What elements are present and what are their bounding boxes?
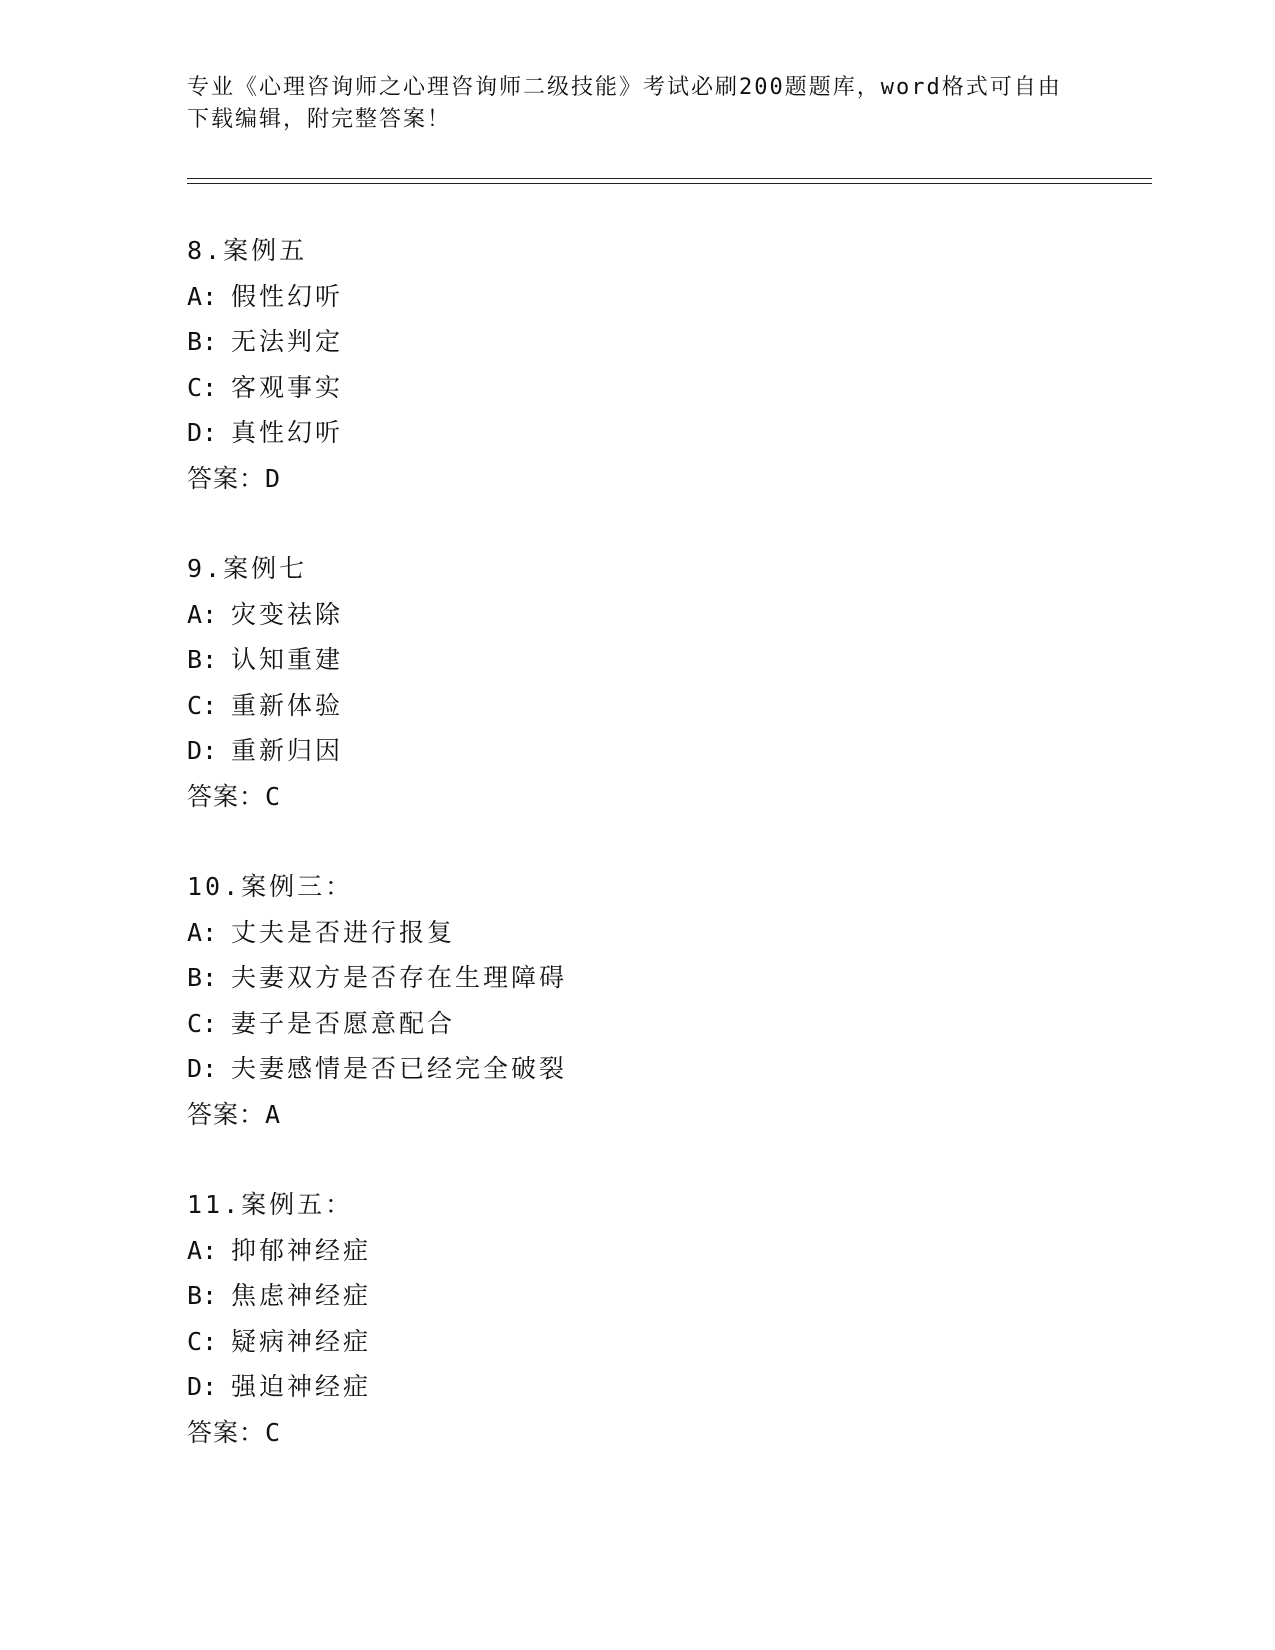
option-text: 无法判定 [231, 327, 344, 356]
question-10 [187, 864, 1087, 1137]
option-letter: C: [187, 1326, 218, 1356]
option-d [187, 728, 1087, 774]
option-letter: B: [187, 327, 218, 356]
option-letter: C: [187, 690, 218, 720]
answer-line [187, 1410, 1087, 1456]
option-text: 焦虑神经症 [231, 1281, 372, 1310]
option-a [187, 1228, 1087, 1274]
option-a [187, 910, 1087, 956]
option-letter: D: [187, 1372, 218, 1401]
answer-value: C [265, 781, 281, 811]
option-letter: D: [187, 1054, 218, 1083]
option-letter: D: [187, 418, 218, 447]
question-9 [187, 546, 1087, 819]
option-letter: A: [187, 917, 218, 947]
option-letter: B: [187, 645, 218, 674]
option-a [187, 274, 1087, 320]
option-d [187, 1046, 1087, 1092]
option-text: 抑郁神经症 [231, 1235, 372, 1265]
question-title: 8.案例五 [187, 236, 308, 265]
option-b [187, 637, 1087, 683]
document-header: 专业《心理咨询师之心理咨询师二级技能》考试必刷200题题库，word格式可自由下载编辑，附完整答案！ [187, 75, 1062, 132]
option-letter: B: [187, 1281, 218, 1310]
option-text: 妻子是否愿意配合 [231, 1008, 456, 1038]
option-text: 强迫神经症 [231, 1372, 372, 1401]
question-8 [187, 228, 1087, 501]
option-text: 认知重建 [231, 645, 344, 674]
answer-label: 答案： [187, 1099, 266, 1129]
option-letter: A: [187, 599, 218, 629]
answer-line [187, 774, 1087, 820]
option-letter: A: [187, 1235, 218, 1265]
option-text: 夫妻感情是否已经完全破裂 [231, 1054, 568, 1083]
option-text: 假性幻听 [231, 281, 344, 311]
option-d [187, 1364, 1087, 1410]
option-letter: C: [187, 1008, 218, 1038]
answer-label: 答案： [187, 781, 266, 811]
option-b [187, 319, 1087, 365]
question-title: 10.案例三： [187, 872, 354, 901]
answer-label: 答案： [187, 463, 266, 493]
question-11 [187, 1182, 1087, 1455]
answer-value: D [265, 463, 281, 493]
option-text: 夫妻双方是否存在生理障碍 [231, 963, 568, 992]
header-divider [187, 178, 1152, 179]
header-divider-double [187, 183, 1152, 184]
option-c [187, 1319, 1087, 1365]
option-text: 丈夫是否进行报复 [231, 917, 456, 947]
option-text: 客观事实 [231, 372, 344, 402]
option-text: 重新体验 [231, 690, 344, 720]
question-title: 11.案例五： [187, 1190, 354, 1219]
option-c [187, 1001, 1087, 1047]
answer-label: 答案： [187, 1417, 266, 1447]
answer-value: A [265, 1099, 281, 1129]
question-title: 9.案例七 [187, 554, 308, 583]
option-text: 疑病神经症 [231, 1326, 372, 1356]
option-letter: B: [187, 963, 218, 992]
answer-line [187, 456, 1087, 502]
option-a [187, 592, 1087, 638]
option-b [187, 1273, 1087, 1319]
option-letter: C: [187, 372, 218, 402]
option-letter: A: [187, 281, 218, 311]
answer-value: C [265, 1417, 281, 1447]
answer-line [187, 1092, 1087, 1138]
option-c [187, 365, 1087, 411]
option-b [187, 955, 1087, 1001]
option-letter: D: [187, 736, 218, 765]
option-text: 真性幻听 [231, 418, 344, 447]
option-text: 灾变祛除 [231, 599, 344, 629]
option-text: 重新归因 [231, 736, 344, 765]
option-c [187, 683, 1087, 729]
option-d [187, 410, 1087, 456]
